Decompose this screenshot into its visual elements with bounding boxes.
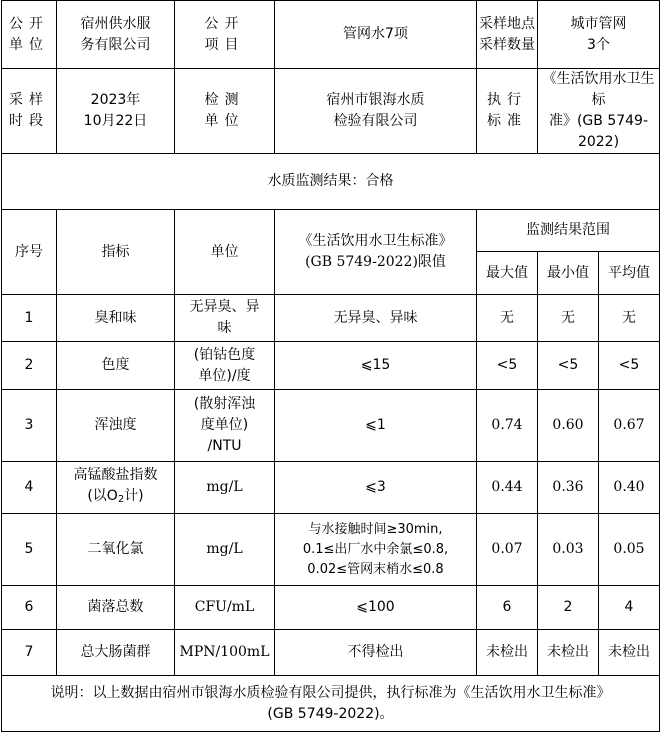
row-unit: mg/L [175,462,275,514]
row-indicator: 臭和味 [57,295,175,342]
label-project: 公开 项目 [175,1,275,69]
col-avg: 平均值 [599,252,660,295]
row-indicator-qualifier [59,486,172,510]
row-max: 无 [477,295,538,342]
row-avg: <5 [599,342,660,390]
value-sampling-period: 2023年 10月22日 [57,69,175,154]
row-min: 0.36 [538,462,599,514]
row-avg: 未检出 [599,630,660,676]
row-unit: 无异臭、异 味 [175,295,275,342]
value-sampling-site: 城市管网 3个 [538,1,660,69]
row-index: 2 [2,342,57,390]
row-avg: 0.67 [599,390,660,462]
row-avg: 4 [599,586,660,630]
row-min: 0.03 [538,514,599,586]
row-index: 1 [2,295,57,342]
row-indicator-name: 高锰酸盐指数 [73,467,158,483]
label-testing-unit: 检测 单位 [175,69,275,154]
label-sampling-period: 采样 时段 [2,69,57,154]
row-max: 6 [477,586,538,630]
label-standard: 执行 标准 [477,69,538,154]
value-testing-unit: 宿州市银海水质 检验有限公司 [275,69,477,154]
table-row [2,462,660,514]
row-unit: CFU/mL [175,586,275,630]
row-min: 无 [538,295,599,342]
col-indicator: 指标 [57,210,175,295]
row-max: 0.74 [477,390,538,462]
footnote: 说明：以上数据由宿州市银海水质检验有限公司提供，执行标准为《生活饮用水卫生标准》 (GB 5749-2022)。 [2,676,660,732]
row-unit: MPN/100mL [175,630,275,676]
row-index: 3 [2,390,57,462]
note-row [2,676,660,732]
header-row-publisher [2,1,660,69]
row-limit: 无异臭、异味 [275,295,477,342]
row-max: 未检出 [477,630,538,676]
qualifier-suffix: 计) [124,488,144,504]
row-unit: mg/L [175,514,275,586]
row-indicator: 浑浊度 [57,390,175,462]
value-standard: 《生活饮用水卫生标 准》(GB 5749-2022) [538,69,660,154]
col-range-group: 监测结果范围 [477,210,660,252]
col-index: 序号 [2,210,57,295]
row-indicator [57,462,175,514]
table-row [2,342,660,390]
row-avg: 0.40 [599,462,660,514]
row-limit: ⩽1 [275,390,477,462]
row-max: 0.44 [477,462,538,514]
label-publisher: 公开 单位 [2,1,57,69]
row-min: 2 [538,586,599,630]
row-index: 6 [2,586,57,630]
row-index: 4 [2,462,57,514]
col-max: 最大值 [477,252,538,295]
header-row-sampling [2,69,660,154]
col-limit: 《生活饮用水卫生标准》 (GB 5749-2022)限值 [275,210,477,295]
row-avg: 无 [599,295,660,342]
row-limit: 不得检出 [275,630,477,676]
row-max: <5 [477,342,538,390]
table-row [2,514,660,586]
col-unit: 单位 [175,210,275,295]
row-min: 未检出 [538,630,599,676]
row-avg: 0.05 [599,514,660,586]
label-sampling-site: 采样地点 采样数量 [477,1,538,69]
result-title-row [2,154,660,210]
table-row [2,630,660,676]
row-limit: ⩽3 [275,462,477,514]
value-publisher: 宿州供水服 务有限公司 [57,1,175,69]
col-min: 最小值 [538,252,599,295]
row-max: 0.07 [477,514,538,586]
qualifier-prefix: (以O [87,488,118,504]
qualifier-subscript: 2 [117,494,125,505]
row-min: <5 [538,342,599,390]
row-unit: (铂钴色度 单位)/度 [175,342,275,390]
column-header-row [2,210,660,252]
row-index: 5 [2,514,57,586]
result-title: 水质监测结果：合格 [2,154,660,210]
table-row [2,295,660,342]
table-row [2,586,660,630]
row-min: 0.60 [538,390,599,462]
row-indicator: 色度 [57,342,175,390]
value-project: 管网水7项 [275,1,477,69]
row-index: 7 [2,630,57,676]
table-row [2,390,660,462]
row-indicator: 总大肠菌群 [57,630,175,676]
row-limit: ⩽15 [275,342,477,390]
row-limit: ⩽100 [275,586,477,630]
row-indicator: 菌落总数 [57,586,175,630]
row-indicator: 二氧化氯 [57,514,175,586]
water-quality-report-table [1,0,660,732]
row-limit: 与水接触时间≥30min, 0.1≤出厂水中余氯≤0.8, 0.02≤管网末梢水≤0.8 [275,514,477,586]
row-unit: (散射浑浊 度单位) /NTU [175,390,275,462]
